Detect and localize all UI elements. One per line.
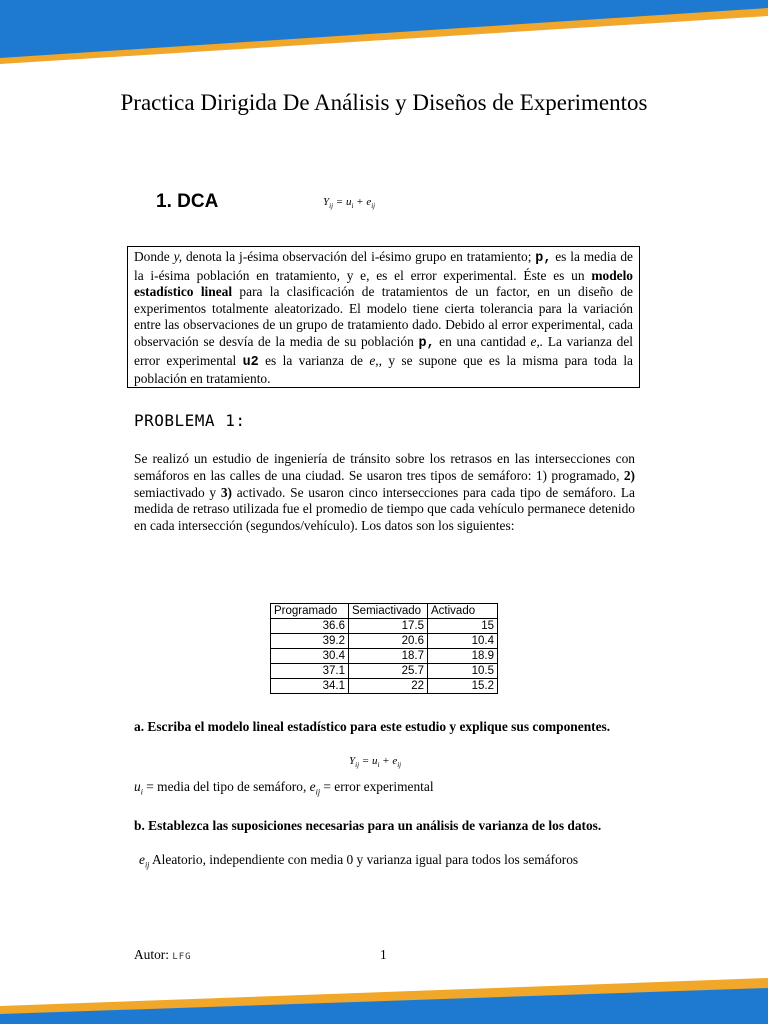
table-row <box>271 664 498 679</box>
def-text-4: para la clasificación de tratamientos de un factor, en un diseño de experimentos totalmente aleatorizado. El modelo tiene cierta tolerancia para la variación entre las observaciones de un grupo de tratamiento dado. Debido al error experimental, cada observación se desvía de la media de su población <box>134 284 633 349</box>
problem-text-2: semiactivado y <box>134 484 221 500</box>
question-a-formula <box>349 755 401 769</box>
def-text-7: es la varianza de <box>258 352 370 368</box>
formula-eq: = u <box>361 755 378 767</box>
bottom-banner <box>0 978 768 1024</box>
formula-eq: = u <box>335 196 352 208</box>
answer-b-e-sub: ij <box>144 860 150 870</box>
table-cell: 20.6 <box>349 634 428 649</box>
footer-author <box>134 947 192 963</box>
answer-e: e <box>309 779 316 794</box>
table-header: Activado <box>428 604 498 619</box>
table-cell: 18.7 <box>349 649 428 664</box>
question-b-answer <box>139 852 578 870</box>
def-text-5: en una cantidad <box>434 333 531 349</box>
problem-text-3: activado. Se usaron cinco intersecciones para cada tipo de semáforo. La medida de retraso utilizada fue el promedio de tiempo que cada vehículo permanece detenido en cada intersección (segundos/vehículo). Los datos son los siguientes: <box>134 484 635 534</box>
def-text-3: es la media de la i-ésima población en tratamiento, y e, es el error experimental. Éste es un <box>134 249 633 283</box>
def-mu: p, <box>535 251 552 266</box>
definition-box <box>127 246 640 388</box>
table-row <box>271 619 498 634</box>
table-cell: 22 <box>349 679 428 694</box>
table-cell: 10.4 <box>428 634 498 649</box>
answer-u-sub: i <box>140 787 143 797</box>
formula-y-sub: ij <box>329 202 334 211</box>
table-cell: 25.7 <box>349 664 428 679</box>
author-label: Autor: <box>134 947 169 962</box>
table-cell: 39.2 <box>271 634 349 649</box>
question-a: a. Escriba el modelo lineal estadístico para este estudio y explique sus componentes. <box>134 719 611 734</box>
author-mark: LFG <box>172 952 192 962</box>
table-cell: 34.1 <box>271 679 349 694</box>
problem-text-1: Se realizó un estudio de ingeniería de tránsito sobre los retrasos en las intersecciones con semáforos en las calles de una ciudad. Se usaron tres tipos de semáforo: 1) programado, <box>134 451 635 483</box>
formula-plus-e: + e <box>356 196 372 208</box>
def-text-2: denota la j-ésima observación del i-ésimo grupo en tratamiento; <box>182 249 536 264</box>
data-table <box>270 603 498 694</box>
def-var-y: y, <box>173 249 183 264</box>
problem-num-3: 3) <box>220 484 232 500</box>
table-header-row <box>271 604 498 619</box>
table-row <box>271 634 498 649</box>
formula-e-sub: ij <box>397 761 402 770</box>
problem-num-2: 2) <box>623 467 635 483</box>
model-formula <box>323 196 375 210</box>
table-cell: 30.4 <box>271 649 349 664</box>
answer-b-text: Aleatorio, independiente con media 0 y varianza igual para todos los semáforos <box>149 852 579 867</box>
page-title: Practica Dirigida De Análisis y Diseños de Experimentos <box>120 90 648 115</box>
problem-heading: PROBLEMA 1: <box>134 411 246 430</box>
table-cell: 18.9 <box>428 649 498 664</box>
table-cell: 37.1 <box>271 664 349 679</box>
table-header: Programado <box>271 604 349 619</box>
formula-e-sub: ij <box>371 202 376 211</box>
formula-plus-e: + e <box>382 755 398 767</box>
answer-b-e: e <box>139 852 145 867</box>
top-blue-band <box>0 0 768 58</box>
def-mu-2: p, <box>418 335 435 351</box>
table-header: Semiactivado <box>349 604 428 619</box>
def-error-var-2: e,, <box>369 352 382 368</box>
formula-y-sub: ij <box>355 761 360 770</box>
answer-u-def: = media del tipo de semáforo, <box>142 779 310 794</box>
table-cell: 15.2 <box>428 679 498 694</box>
answer-e-sub: ij <box>315 787 321 797</box>
answer-u: u <box>134 779 141 794</box>
formula-y: Y <box>323 196 330 208</box>
def-sigma: u2 <box>242 354 259 370</box>
top-banner <box>0 0 768 70</box>
table-cell: 10.5 <box>428 664 498 679</box>
page-number: 1 <box>380 947 387 962</box>
question-a-answer <box>134 779 434 797</box>
problem-paragraph <box>134 451 635 535</box>
def-text-8: y se supone que es la misma para toda la población en tratamiento. <box>134 352 633 387</box>
def-text-6: La varianza del error experimental <box>134 333 633 368</box>
table-cell: 17.5 <box>349 619 428 634</box>
formula-u-sub: i <box>377 761 380 770</box>
question-b: b. Establezca las suposiciones necesarias para un análisis de varianza de los datos. <box>134 818 602 833</box>
table-cell: 15 <box>428 619 498 634</box>
def-text-1: Donde <box>134 249 174 264</box>
def-error-var: e,. <box>530 333 544 349</box>
def-bold-term: modelo estadístico lineal <box>134 267 633 300</box>
formula-y: Y <box>349 755 356 767</box>
formula-u-sub: i <box>351 202 354 211</box>
answer-e-def: = error experimental <box>320 779 434 794</box>
table-row <box>271 679 498 694</box>
section-heading: 1. DCA <box>156 191 219 212</box>
table-row <box>271 649 498 664</box>
table-cell: 36.6 <box>271 619 349 634</box>
